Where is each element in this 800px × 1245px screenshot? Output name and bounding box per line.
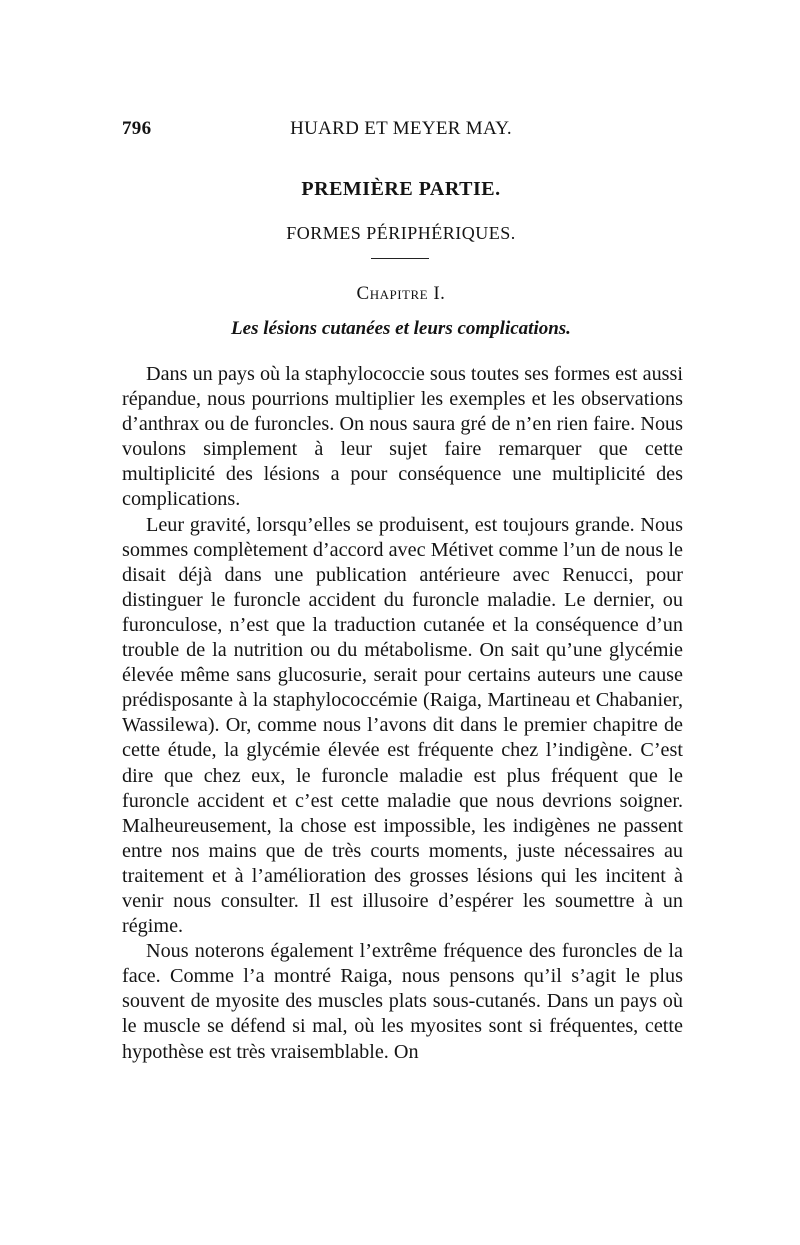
chapter-heading <box>122 283 680 305</box>
page-header <box>122 118 680 146</box>
running-head: HUARD ET MEYER MAY. <box>290 118 512 139</box>
chapter-title: Les lésions cutanées et leurs complications. <box>231 318 571 339</box>
section-divider <box>371 258 429 259</box>
part-subtitle: FORMES PÉRIPHÉRIQUES. <box>286 223 516 243</box>
part-title: PREMIÈRE PARTIE. <box>301 178 501 200</box>
body-text <box>122 362 683 1065</box>
paragraph: Dans un pays où la staphylococcie sous toutes ses formes est aussi répandue, nous pourrions multiplier les exemples et les observations d’anthrax ou de furoncles. On nous saura gré de n’en rien faire. Nous voulons simplement à leur sujet faire remarquer que cette multiplicité des lésions a pour conséquence une multiplicité des complications. <box>122 363 683 511</box>
chapter-label: Chapitre I. <box>356 283 446 304</box>
page-number: 796 <box>122 118 152 139</box>
paragraph: Nous noterons également l’extrême fréquence des furoncles de la face. Comme l’a montré Raiga, nous pensons qu’il s’agit le plus souvent de myosite des muscles plats sous-cutanés. Dans un pays où le muscle se défend si mal, où les myosites sont si fréquentes, cette hypothèse est très vraisemblable. On <box>122 940 683 1063</box>
paragraph: Leur gravité, lorsqu’elles se produisent, est toujours grande. Nous sommes complètement d’accord avec Métivet comme l’un de nous le disait déjà dans une publication antérieure avec Renucci, pour distinguer le furoncle accident du furoncle maladie. Le dernier, ou furonculose, n’est que la traduction cutanée et la conséquence d’un trouble de la nutrition ou du métabolisme. On sait qu’une glycémie élevée même sans glucosurie, serait pour certains auteurs une cause prédisposante à la staphylococcémie (Raiga, Martineau et Chabanier, Wassilewa). Or, comme nous l’avons dit dans le premier chapitre de cette étude, la glycémie élevée est fréquente chez l’indigène. C’est dire que chez eux, le furoncle maladie est plus fréquent que le furoncle accident et c’est cette maladie que nous devrions soigner. Malheureusement, la chose est impossible, les indigènes ne passent entre nos mains que de très courts moments, juste nécessaires au traitement et à l’amélioration des grosses lésions qui les incitent à venir nous consulter. Il est illusoire d’espérer les soumettre à un régime. <box>122 513 683 938</box>
